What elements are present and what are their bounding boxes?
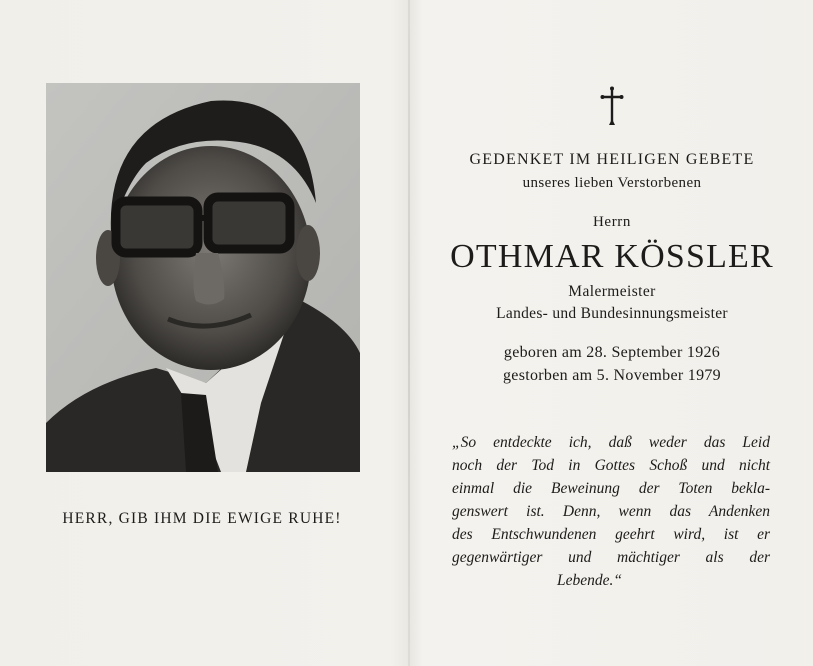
death-date: gestorben am 5. November 1979 bbox=[503, 367, 721, 384]
quote-line: noch der Tod in Gottes Schoß und nicht bbox=[452, 457, 770, 474]
honorary-title: Landes- und Bundesinnungsmeister bbox=[496, 305, 728, 322]
birth-date: geboren am 28. September 1926 bbox=[503, 344, 721, 361]
quote-line: des Entschwundenen geehrt wird, ist er bbox=[452, 526, 770, 543]
card-fold bbox=[408, 0, 410, 666]
occupation-title: Malermeister bbox=[568, 283, 656, 300]
quote-line: gegenwärtiger und mächtiger als der bbox=[452, 549, 770, 566]
quote-block bbox=[452, 431, 770, 592]
cross-icon bbox=[598, 86, 626, 126]
quote-line: Lebende.“ bbox=[556, 572, 622, 589]
quote-line: genswert ist. Denn, wenn das Andenken bbox=[452, 503, 770, 520]
heading: GEDENKET IM HEILIGEN GEBETE bbox=[469, 151, 755, 168]
portrait-photo bbox=[46, 83, 360, 472]
deceased-name: OTHMAR KÖSSLER bbox=[450, 238, 774, 275]
quote-line: „So entdeckte ich, daß weder das Leid bbox=[452, 434, 770, 451]
prayer-line: HERR, GIB IHM DIE EWIGE RUHE! bbox=[62, 510, 342, 527]
salutation: Herrn bbox=[593, 214, 631, 230]
quote-line: einmal die Beweinung der Toten bekla- bbox=[452, 480, 770, 497]
subheading: unseres lieben Verstorbenen bbox=[522, 175, 702, 191]
